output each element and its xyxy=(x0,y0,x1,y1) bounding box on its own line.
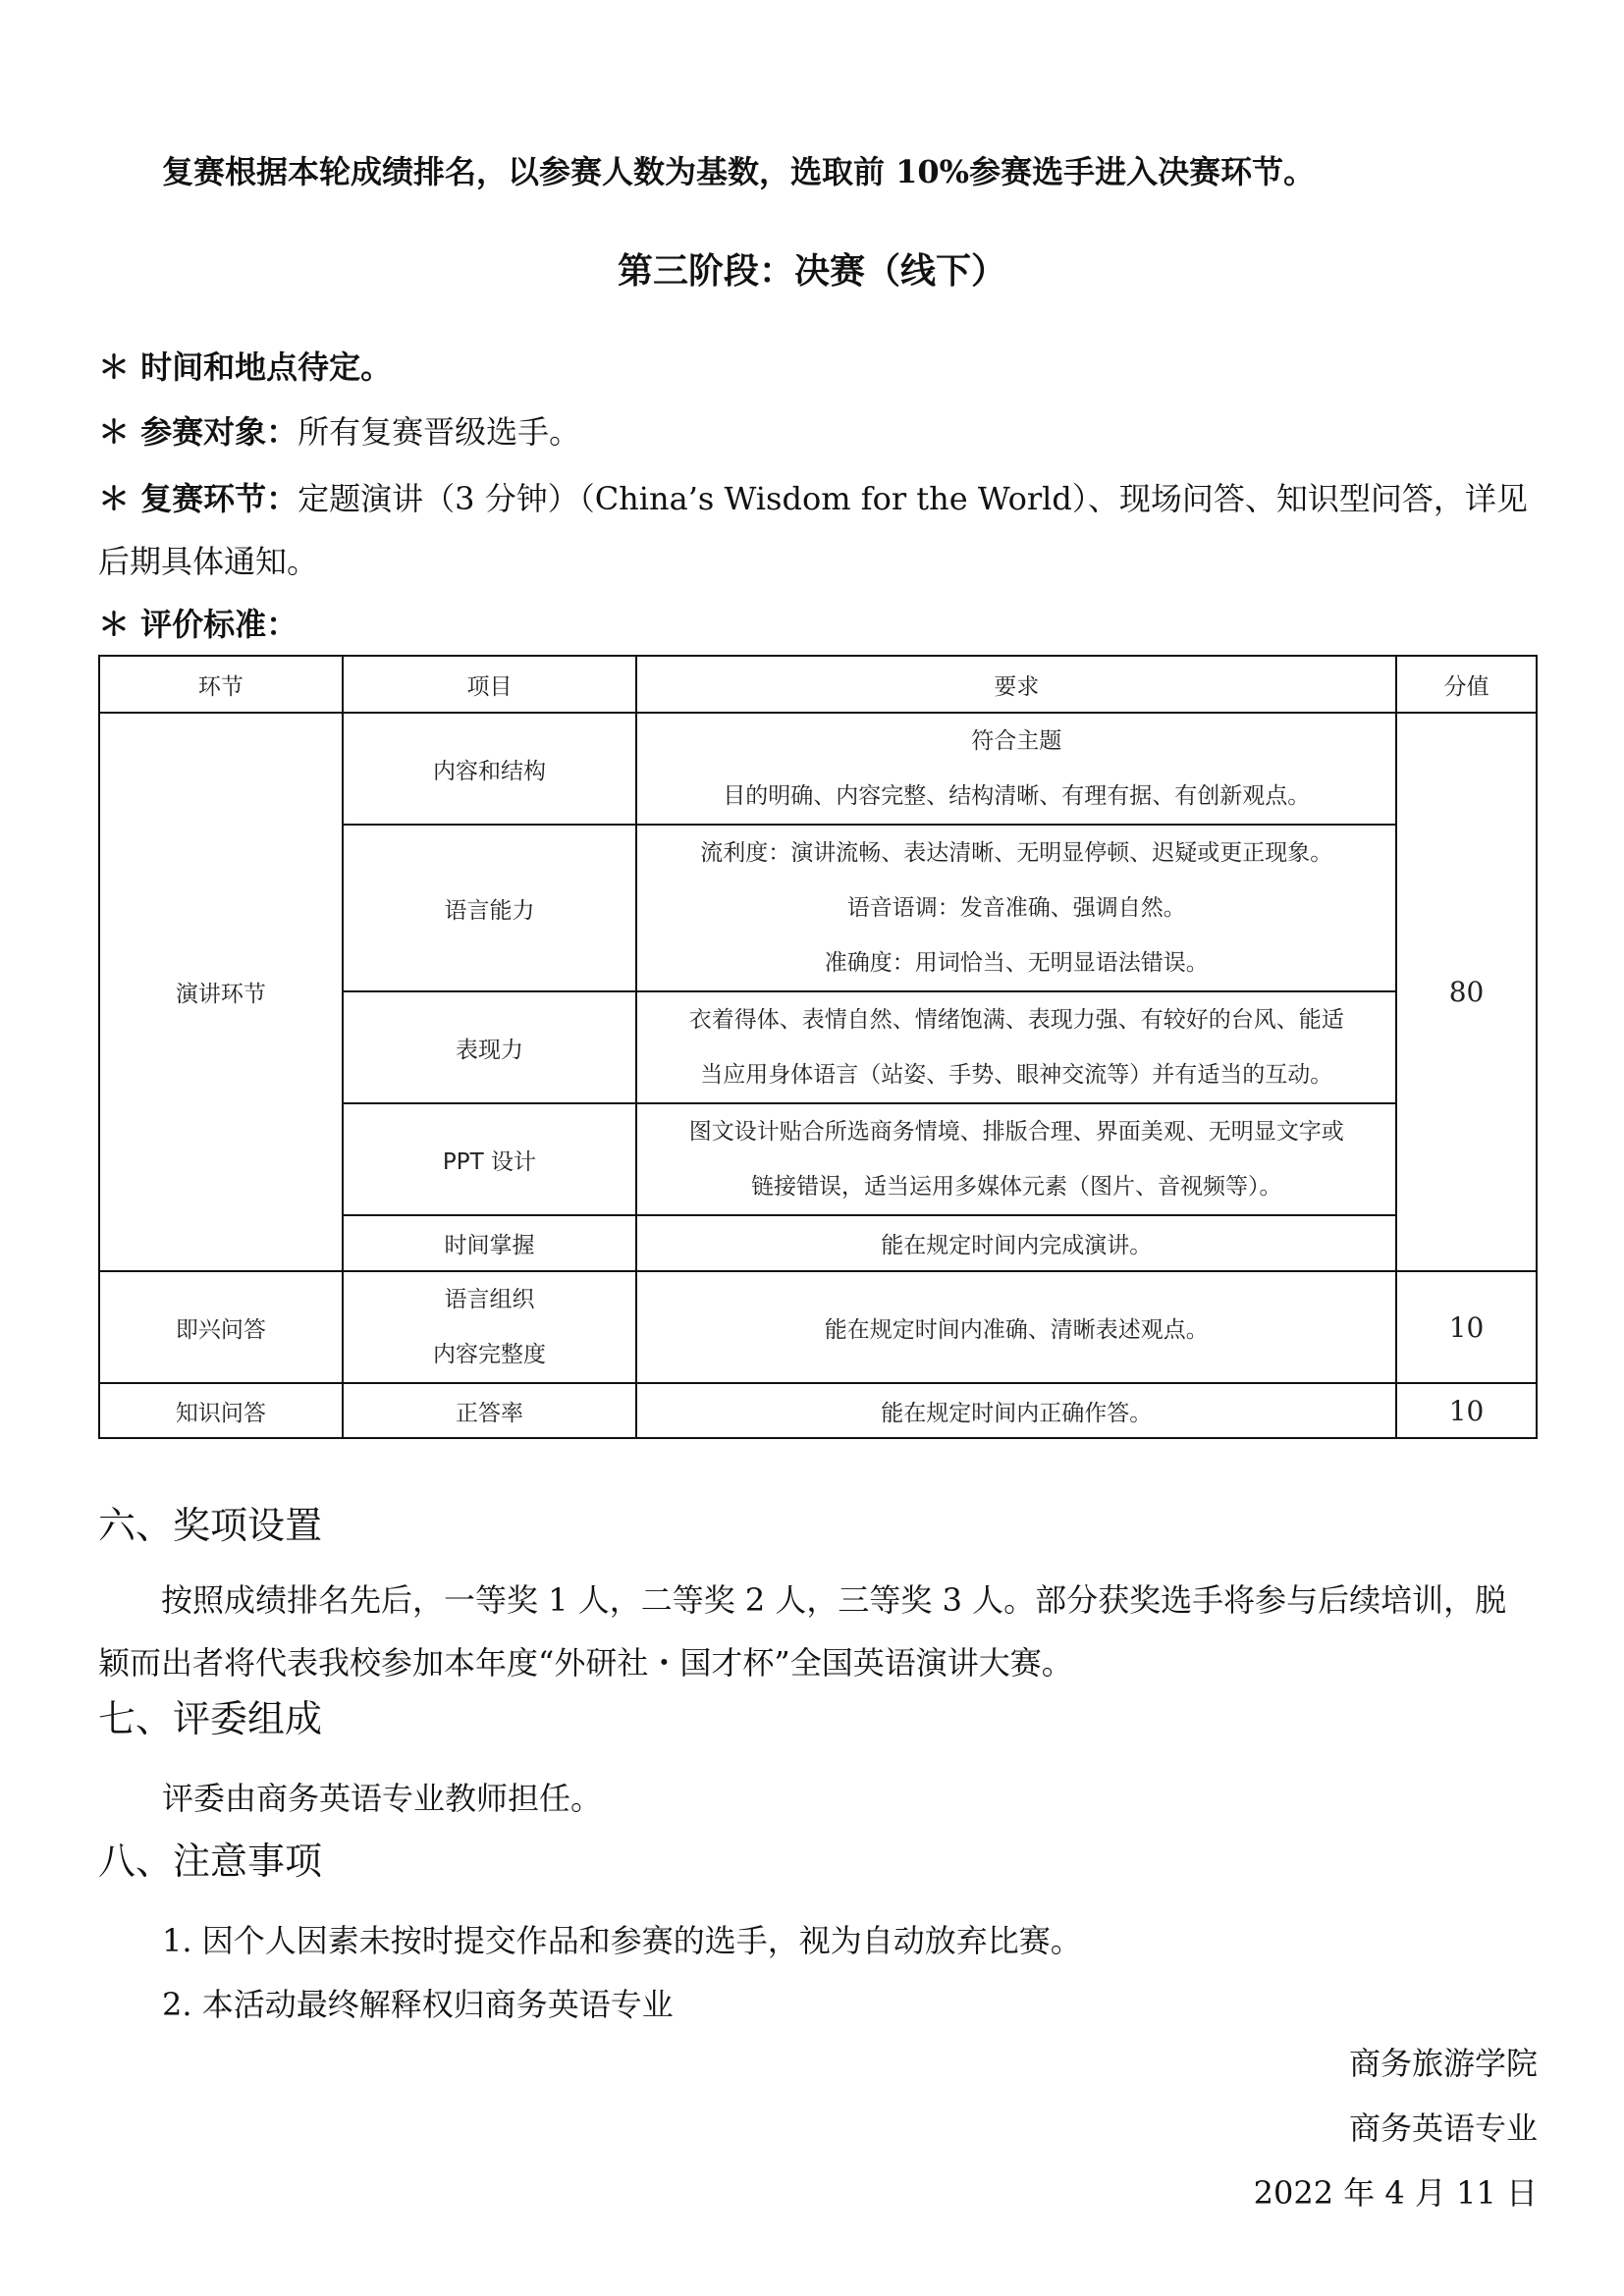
requirement-line: 符合主题 xyxy=(971,728,1062,754)
intro-line: 复赛根据本轮成绩排名，以参赛人数为基数，选取前 10%参赛选手进入决赛环节。 xyxy=(162,153,1316,190)
requirement-cell: 能在规定时间内完成演讲。 xyxy=(636,1215,1396,1271)
section-title-awards: 六、奖项设置 xyxy=(98,1504,323,1547)
bullet-label: ＊ 复赛环节： xyxy=(98,480,298,517)
bullet-final-stage xyxy=(98,467,1537,593)
score-cell: 80 xyxy=(1396,713,1537,1271)
section-cell: 知识问答 xyxy=(99,1383,343,1438)
requirement-line: 当应用身体语言（站姿、手势、眼神交流等）并有适当的互动。 xyxy=(700,1062,1333,1088)
requirement-cell xyxy=(636,825,1396,991)
signature-school: 商务旅游学院 xyxy=(1348,2045,1538,2082)
score-cell: 10 xyxy=(1396,1383,1537,1438)
bullet-criteria xyxy=(98,603,298,646)
bullet-label: ＊ 评价标准： xyxy=(98,606,298,643)
requirement-line: 语音语调：发音准确、强调自然。 xyxy=(846,895,1186,921)
bullet-text: 定题演讲（3 分钟）（China’s Wisdom for the World）、现场问答、知识型问答，详见后期具体通知。 xyxy=(98,480,1528,580)
requirement-cell xyxy=(636,713,1396,825)
requirement-cell: 能在规定时间内准确、清晰表述观点。 xyxy=(636,1271,1396,1383)
item-cell: 正答率 xyxy=(343,1383,637,1438)
item-cell: 表现力 xyxy=(343,991,637,1103)
requirement-line: 链接错误，适当运用多媒体元素（图片、音视频等）。 xyxy=(750,1174,1282,1200)
requirement-cell: 能在规定时间内正确作答。 xyxy=(636,1383,1396,1438)
section-cell: 即兴问答 xyxy=(99,1271,343,1383)
score-cell: 10 xyxy=(1396,1271,1537,1383)
bullet-label: ＊ 时间和地点待定。 xyxy=(98,348,393,386)
table-row xyxy=(99,1271,1537,1383)
bullet-label: ＊ 参赛对象： xyxy=(98,413,298,451)
header-cell: 项目 xyxy=(343,656,637,713)
requirement-line: 衣着得体、表情自然、情绪饱满、表现力强、有较好的台风、能适 xyxy=(688,1007,1344,1033)
requirement-line: 流利度：演讲流畅、表达清晰、无明显停顿、迟疑或更正现象。 xyxy=(700,840,1333,866)
bullet-participants xyxy=(98,410,580,454)
signature-major: 商务英语专业 xyxy=(1348,2109,1538,2147)
bullet-text: 所有复赛晋级选手。 xyxy=(298,413,581,451)
signature-date: 2022 年 4 月 11 日 xyxy=(1253,2174,1538,2212)
note-item: 2. 本活动最终解释权归商务英语专业 xyxy=(162,1986,674,2023)
item-cell: 时间掌握 xyxy=(343,1215,637,1271)
judges-text: 评委由商务英语专业教师担任。 xyxy=(162,1780,603,1817)
section-cell: 演讲环节 xyxy=(99,713,343,1271)
item-cell: 语言能力 xyxy=(343,825,637,991)
section-title-notes: 八、注意事项 xyxy=(98,1840,323,1883)
requirement-line: 目的明确、内容完整、结构清晰、有理有据、有创新观点。 xyxy=(723,783,1311,809)
awards-text: 按照成绩排名先后，一等奖 1 人，二等奖 2 人，三等奖 3 人。部分获奖选手将参与后续培训，脱颖而出者将代表我校参加本年度“外研社・国才杯”全国英语演讲大赛。 xyxy=(98,1581,1507,1682)
requirement-cell xyxy=(636,1103,1396,1215)
item-line: 语言组织 xyxy=(444,1287,535,1312)
criteria-table xyxy=(98,655,1538,1439)
header-cell: 环节 xyxy=(99,656,343,713)
table-row xyxy=(99,713,1537,825)
header-cell: 要求 xyxy=(636,656,1396,713)
item-cell xyxy=(343,1271,637,1383)
table-row xyxy=(99,1383,1537,1438)
table-header-row xyxy=(99,656,1537,713)
requirement-cell xyxy=(636,991,1396,1103)
section-title-judges: 七、评委组成 xyxy=(98,1697,323,1740)
header-cell: 分值 xyxy=(1396,656,1537,713)
requirement-line: 准确度：用词恰当、无明显语法错误。 xyxy=(824,950,1209,976)
item-cell: 内容和结构 xyxy=(343,713,637,825)
item-line: 内容完整度 xyxy=(432,1342,546,1367)
bullet-time-place xyxy=(98,346,392,389)
requirement-line: 图文设计贴合所选商务情境、排版合理、界面美观、无明显文字或 xyxy=(688,1119,1344,1145)
stage-title: 第三阶段：决赛（线下） xyxy=(617,250,1006,292)
item-cell: PPT 设计 xyxy=(343,1103,637,1215)
note-item: 1. 因个人因素未按时提交作品和参赛的选手，视为自动放弃比赛。 xyxy=(162,1922,1082,1959)
